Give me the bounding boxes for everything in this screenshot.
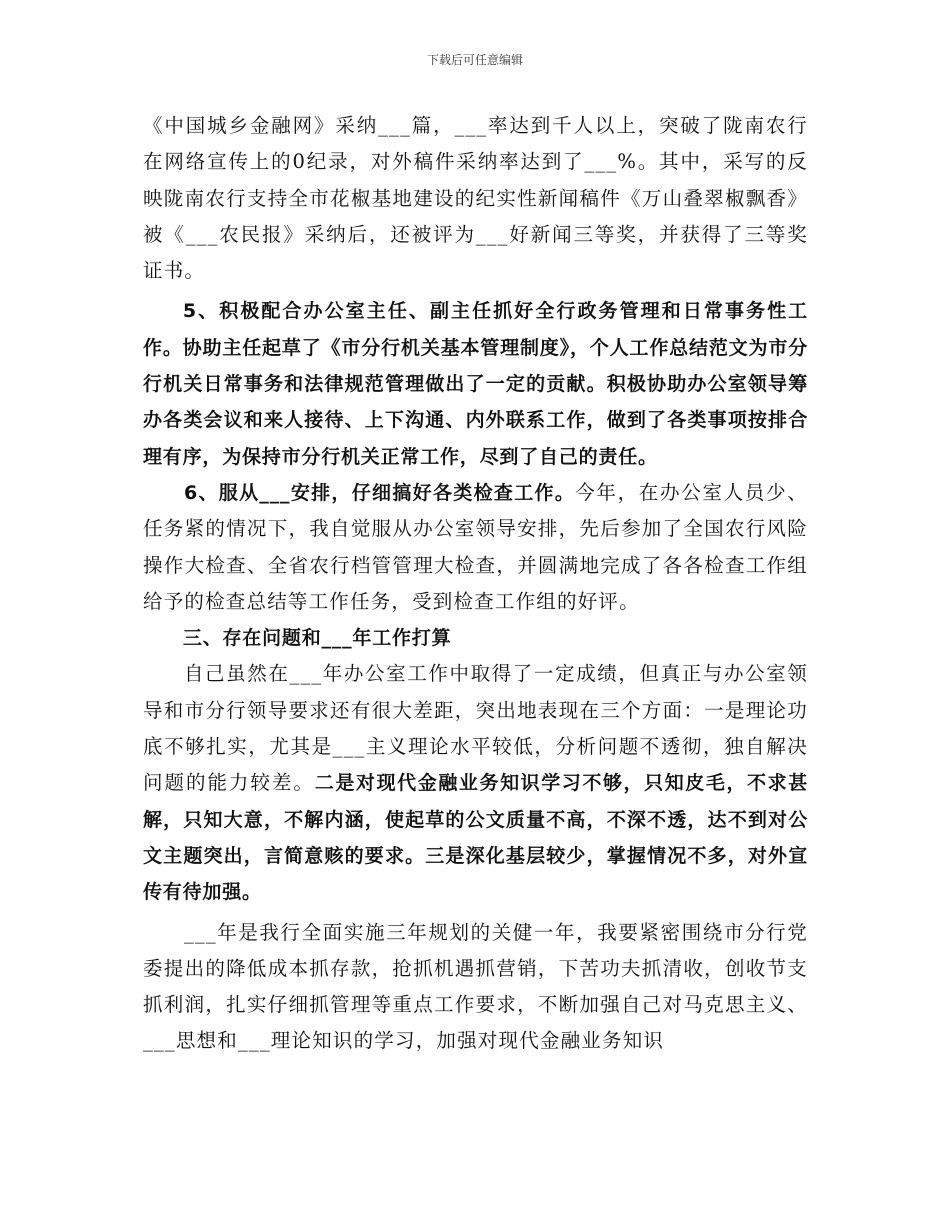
paragraph-5-bold: 二是对现代金融业务知识学习不够，只知皮毛，不求甚解，只知大意，不解内涵，使起草的公文质量不高，不深不透，达不到对公文主题突出，言简意赅的要求。三是深化基层较少，掌握情况不多，对外宣传有待加强。 [143,772,808,904]
paragraph-1: 《中国城乡金融网》采纳___篇，___率达到千人以上，突破了陇南农行在网络宣传上的0纪录，对外稿件采纳率达到了___%。其中，采写的反映陇南农行支持全市花椒基地建设的纪实性新闻稿件《万山叠翠椒飘香》被《___农民报》采纳后，还被评为___好新闻三等奖，并获得了三等奖证书。 [143,114,808,283]
paragraph-3-heading: 6、服从___安排，仔细搞好各类检查工作。 [183,481,576,504]
paragraph-5 [143,656,808,910]
paragraph-3 [143,475,808,620]
paragraph-3-body: 今年，在办公室人员少、任务紧的情况下，我自觉服从办公室领导安排，先后参加了全国农行风险操作大检查、全省农行档管管理大检查，并圆满地完成了各各检查工作组给予的检查总结等工作任务，受到检查工作组的好评。 [143,480,809,613]
page-header: 下载后可任意编辑 [426,53,523,67]
section-heading: 三、存在问题和___年工作打算 [182,627,452,650]
document-body [143,108,808,1060]
paragraph-2: 5、积极配合办公室主任、副主任抓好全行政务管理和日常事务性工作。协助主任起草了《市分行机关基本管理制度》，个人工作总结范文为市分行机关日常事务和法律规范管理做出了一定的贡献。积极协助办公室领导筹办各类会议和来人接待、上下沟通、内外联系工作，做到了各类事项按排合理有序，为保持市分行机关正常工作，尽到了自己的责任。 [143,300,808,468]
paragraph-5-body: 自己虽然在___年办公室工作中取得了一定成绩，但真正与办公室领导和市分行领导要求还有很大差距，突出地表现在三个方面：一是理论功底不够扎实，尤其是___主义理论水平较低，分析问题不透彻，独自解决问题的能力较差。 [143,662,808,795]
paragraph-6: ___年是我行全面实施三年规划的关健一年，我要紧密围绕市分行党委提出的降低成本抓存款，抢抓机遇抓营销，下苦功夫抓清收，创收节支抓利润，扎实仔细抓管理等重点工作要求，不断加强自己对马克思主义、___思想和___理论知识的学习，加强对现代金融业务知识 [143,920,808,1053]
